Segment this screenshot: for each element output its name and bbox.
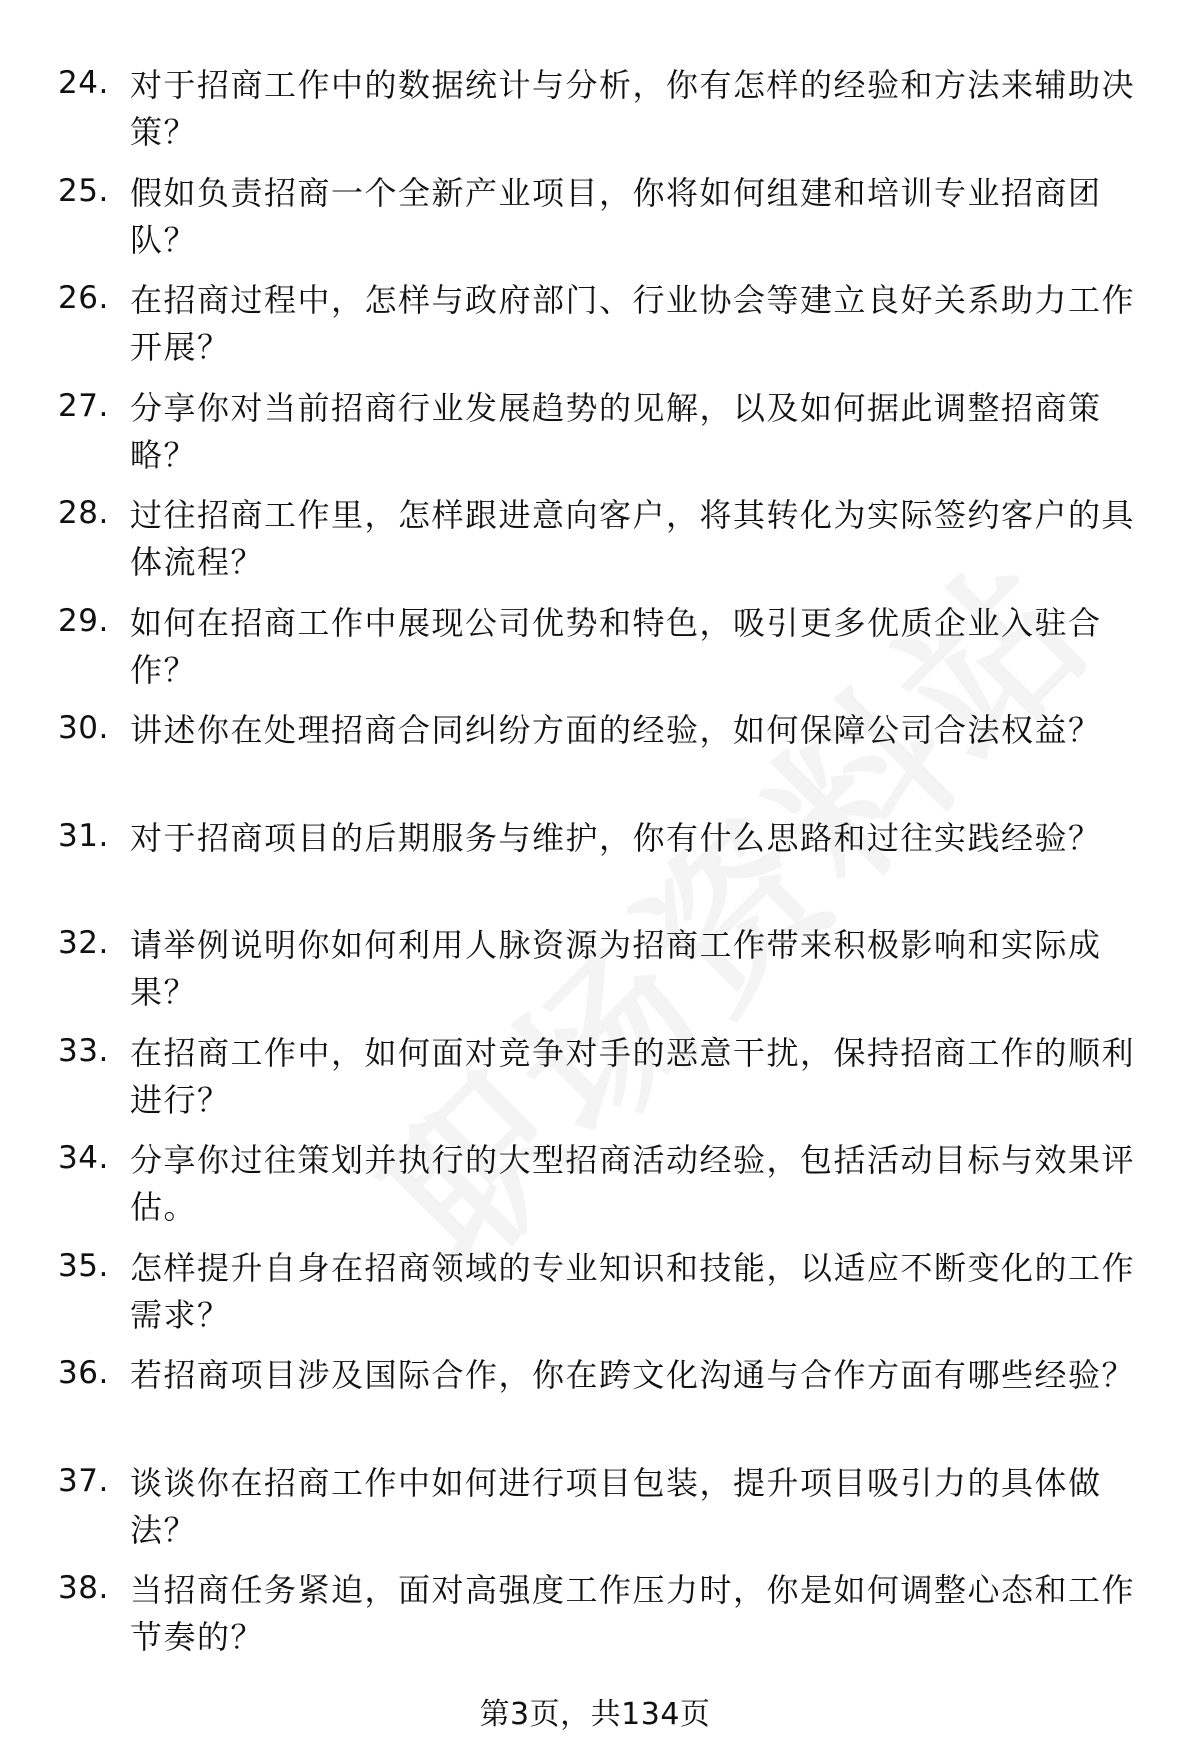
question-number: 24. bbox=[58, 65, 109, 101]
question-item bbox=[0, 586, 1190, 694]
question-item bbox=[0, 1123, 1190, 1231]
question-item bbox=[0, 908, 1190, 1016]
question-item bbox=[0, 48, 1190, 156]
question-text: 过往招商工作里，怎样跟进意向客户，将其转化为实际签约客户的具体流程？ bbox=[130, 496, 1136, 581]
question-number: 30. bbox=[58, 710, 109, 746]
question-number: 28. bbox=[58, 495, 109, 531]
page-number-label: 第3页，共134页 bbox=[479, 1697, 711, 1732]
question-item bbox=[0, 1016, 1190, 1124]
question-item bbox=[0, 801, 1190, 909]
question-number: 27. bbox=[58, 387, 109, 424]
question-item bbox=[0, 263, 1190, 371]
question-item bbox=[0, 371, 1190, 479]
page-footer bbox=[0, 1695, 1190, 1735]
question-text: 若招商项目涉及国际合作，你在跨文化沟通与合作方面有哪些经验？ bbox=[130, 1356, 1136, 1394]
question-item bbox=[0, 478, 1190, 586]
question-item bbox=[0, 1446, 1190, 1554]
question-text: 讲述你在处理招商合同纠纷方面的经验，如何保障公司合法权益？ bbox=[130, 711, 1102, 749]
question-text: 如何在招商工作中展现公司优势和特色，吸引更多优质企业入驻合作？ bbox=[130, 603, 1102, 689]
question-text: 请举例说明你如何利用人脉资源为招商工作带来积极影响和实际成果？ bbox=[130, 926, 1102, 1011]
question-number: 32. bbox=[58, 925, 109, 961]
question-item bbox=[0, 1553, 1190, 1661]
question-text: 在招商过程中，怎样与政府部门、行业协会等建立良好关系助力工作开展？ bbox=[130, 281, 1136, 366]
question-number: 35. bbox=[58, 1247, 109, 1284]
question-number: 38. bbox=[58, 1570, 109, 1606]
question-text: 假如负责招商一个全新产业项目，你将如何组建和培训专业招商团队？ bbox=[130, 173, 1102, 259]
question-number: 37. bbox=[58, 1462, 109, 1499]
question-number: 36. bbox=[58, 1355, 109, 1391]
question-number: 26. bbox=[58, 280, 109, 316]
question-item bbox=[0, 1338, 1190, 1446]
question-text: 对于招商工作中的数据统计与分析，你有怎样的经验和方法来辅助决策？ bbox=[130, 66, 1136, 151]
question-list bbox=[0, 48, 1190, 1661]
question-item bbox=[0, 693, 1190, 801]
question-number: 31. bbox=[58, 817, 109, 854]
question-item bbox=[0, 1231, 1190, 1339]
question-text: 怎样提升自身在招商领域的专业知识和技能，以适应不断变化的工作需求？ bbox=[130, 1248, 1136, 1334]
question-text: 当招商任务紧迫，面对高强度工作压力时，你是如何调整心态和工作节奏的？ bbox=[130, 1571, 1136, 1656]
question-text: 在招商工作中，如何面对竞争对手的恶意干扰，保持招商工作的顺利进行？ bbox=[130, 1033, 1136, 1119]
question-number: 33. bbox=[58, 1032, 109, 1069]
question-text: 分享你对当前招商行业发展趋势的见解，以及如何据此调整招商策略？ bbox=[130, 388, 1102, 474]
question-number: 34. bbox=[58, 1140, 109, 1176]
question-number: 29. bbox=[58, 602, 109, 639]
question-text: 对于招商项目的后期服务与维护，你有什么思路和过往实践经验？ bbox=[130, 818, 1102, 857]
question-text: 分享你过往策划并执行的大型招商活动经验，包括活动目标与效果评估。 bbox=[130, 1141, 1136, 1226]
question-text: 谈谈你在招商工作中如何进行项目包装，提升项目吸引力的具体做法？ bbox=[130, 1463, 1102, 1549]
question-item bbox=[0, 156, 1190, 264]
question-number: 25. bbox=[58, 172, 109, 209]
